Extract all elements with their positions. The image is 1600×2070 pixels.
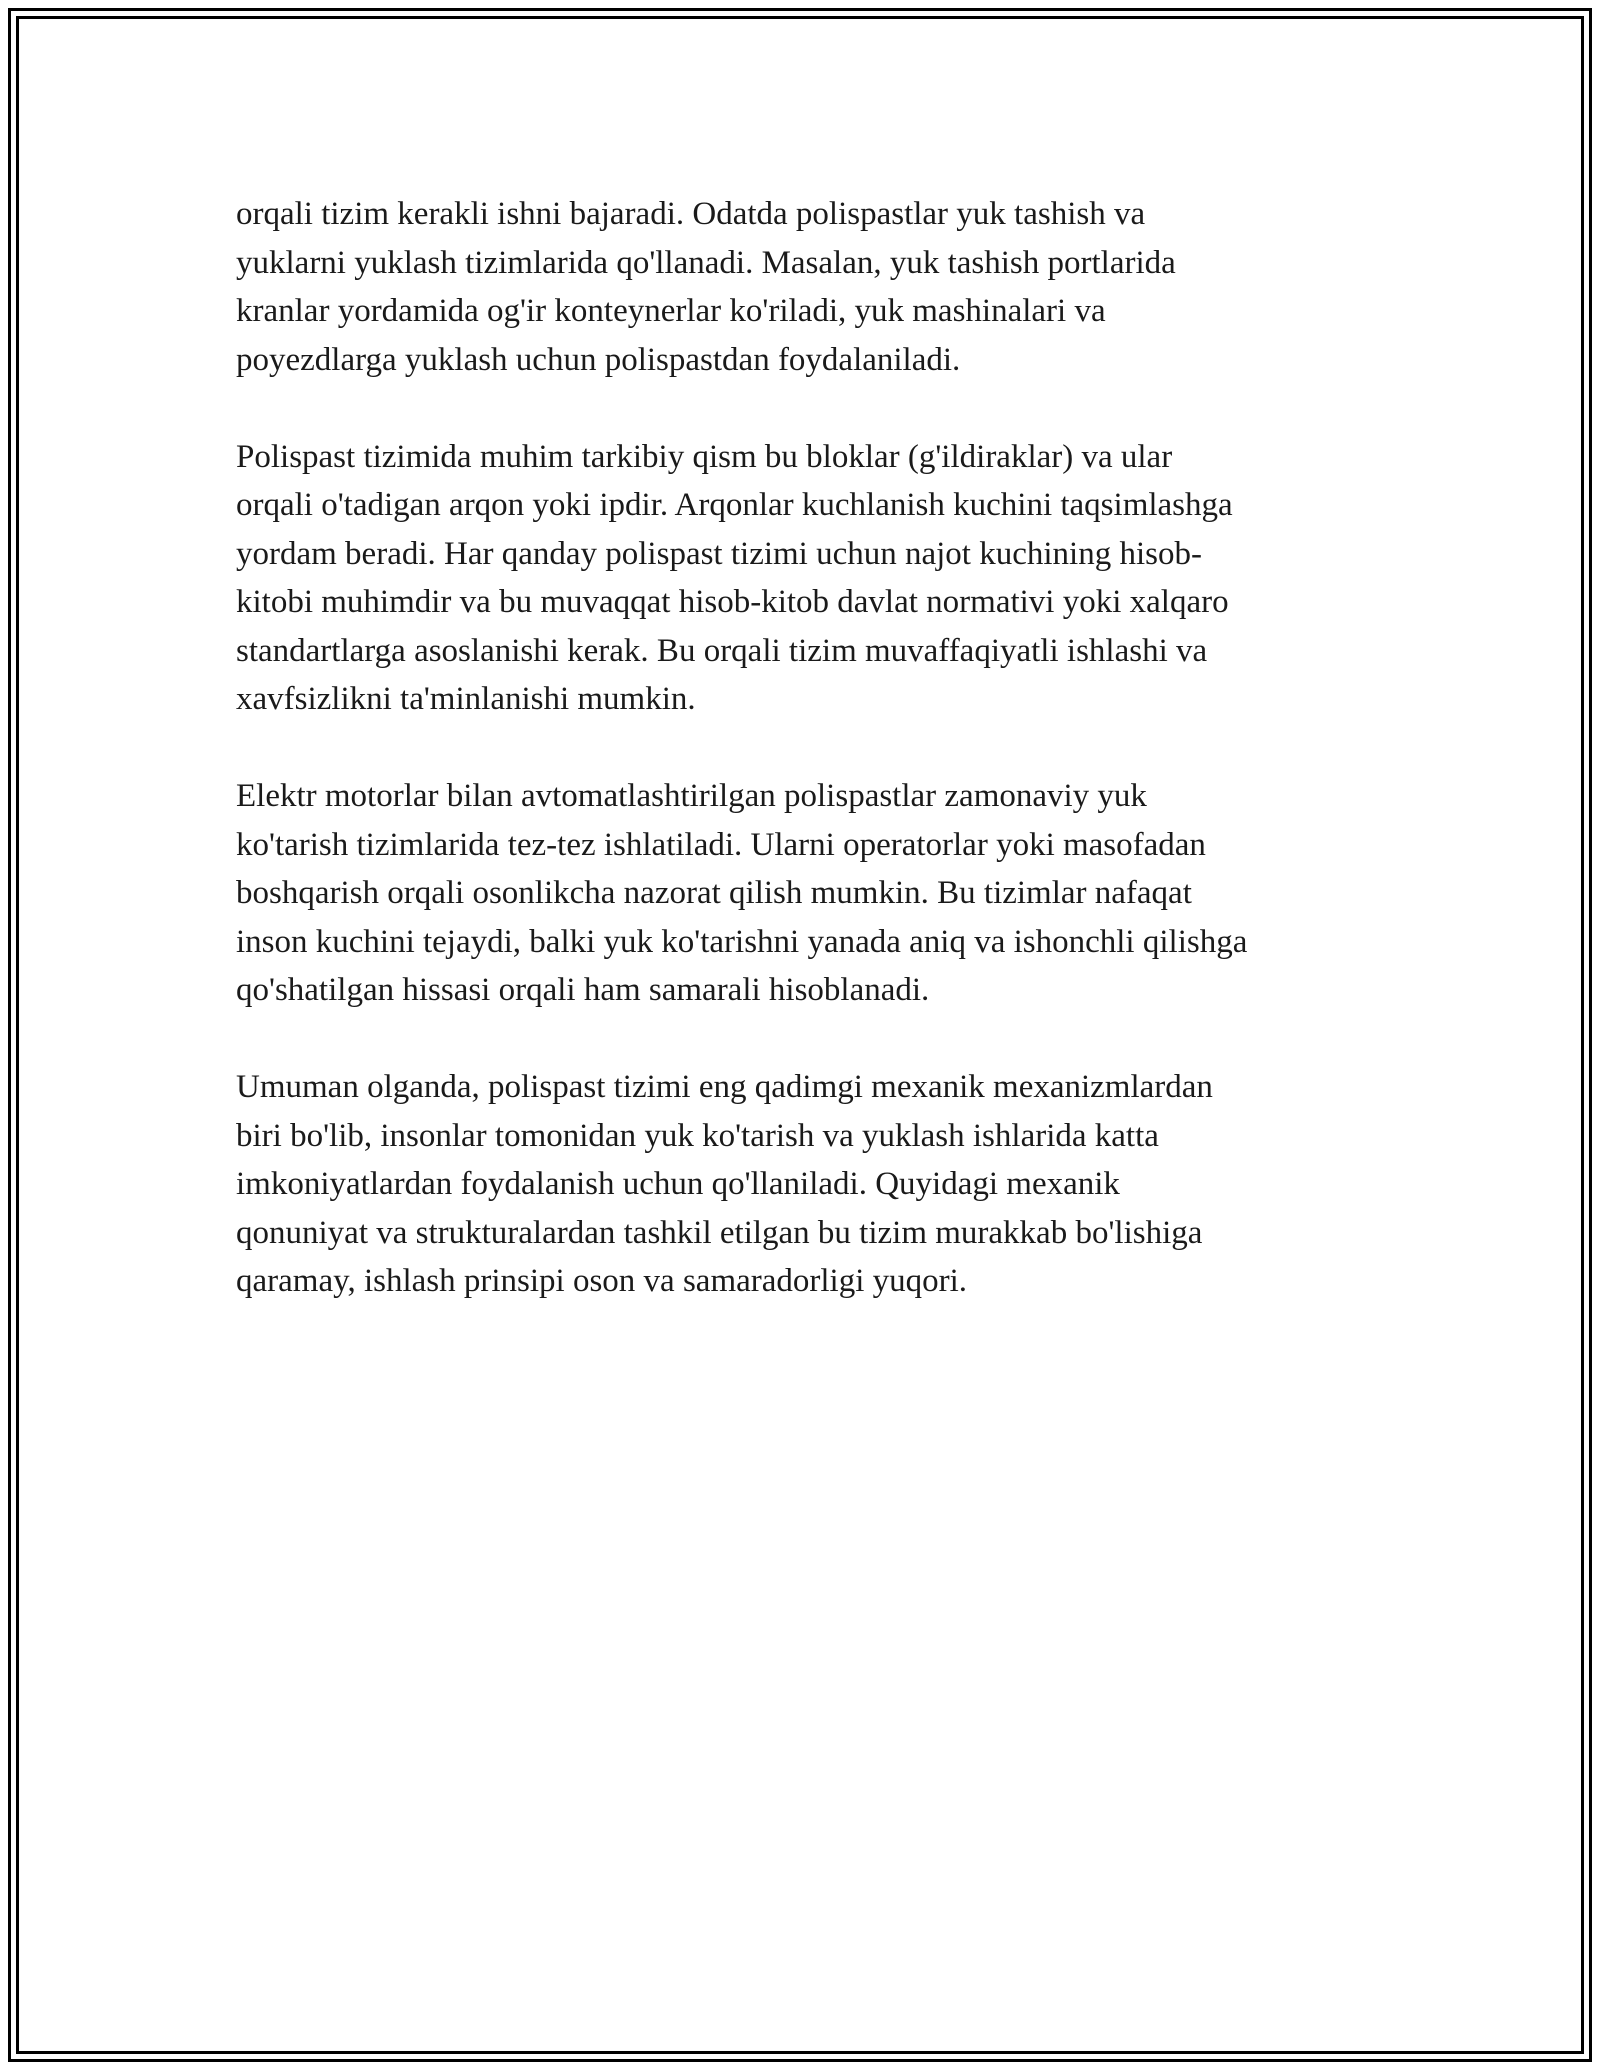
paragraph-3: Elektr motorlar bilan avtomatlashtirilgan polispastlar zamonaviy yuk ko'tarish tizimlarida tez-tez ishlatiladi. Ularni operatorlar yoki masofadan boshqarish orqali osonlikcha nazorat qilish mumkin. Bu tizimlar nafaqat inson kuchini tejaydi, balki yuk ko'tarishni yanada aniq va ishonchli qilishga qo'shatilgan hissasi orqali ham samarali hisoblanadi. [236,778,1248,1008]
paragraph-4: Umuman olganda, polispast tizimi eng qadimgi mexanik mexanizmlardan biri bo'lib, insonlar tomonidan yuk ko'tarish va yuklash ishlarida katta imkoniyatlardan foydalanish uchun qo'llaniladi. Quyidagi mexanik qonuniyat va strukturalardan tashkil etilgan bu tizim murakkab bo'lishiga qaramay, ishlash prinsipi oson va samaradorligi yuqori. [236,1069,1213,1299]
paragraph-2: Polispast tizimida muhim tarkibiy qism bu bloklar (g'ildiraklar) va ular orqali o'tadigan arqon yoki ipdir. Arqonlar kuchlanish kuchini taqsimlashga yordam beradi. Har qanday polispast tizimi uchun najot kuchining hisob- kitobi muhimdir va bu muvaqqat hisob-kitob davlat normativi yoki xalqaro standartlarga asoslanishi kerak. Bu orqali tizim muvaffaqiyatli ishlashi va xavfsizlikni ta'minlanishi mumkin. [236,438,1233,717]
document-body [236,190,1386,1354]
paragraph-1: orqali tizim kerakli ishni bajaradi. Odatda polispastlar yuk tashish va yuklarni yuklash tizimlarida qo'llanadi. Masalan, yuk tashish portlarida kranlar yordamida og'ir konteynerlar ko'riladi, yuk mashinalari va poyezdlarga yuklash uchun polispastdan foydalaniladi. [236,196,1176,378]
